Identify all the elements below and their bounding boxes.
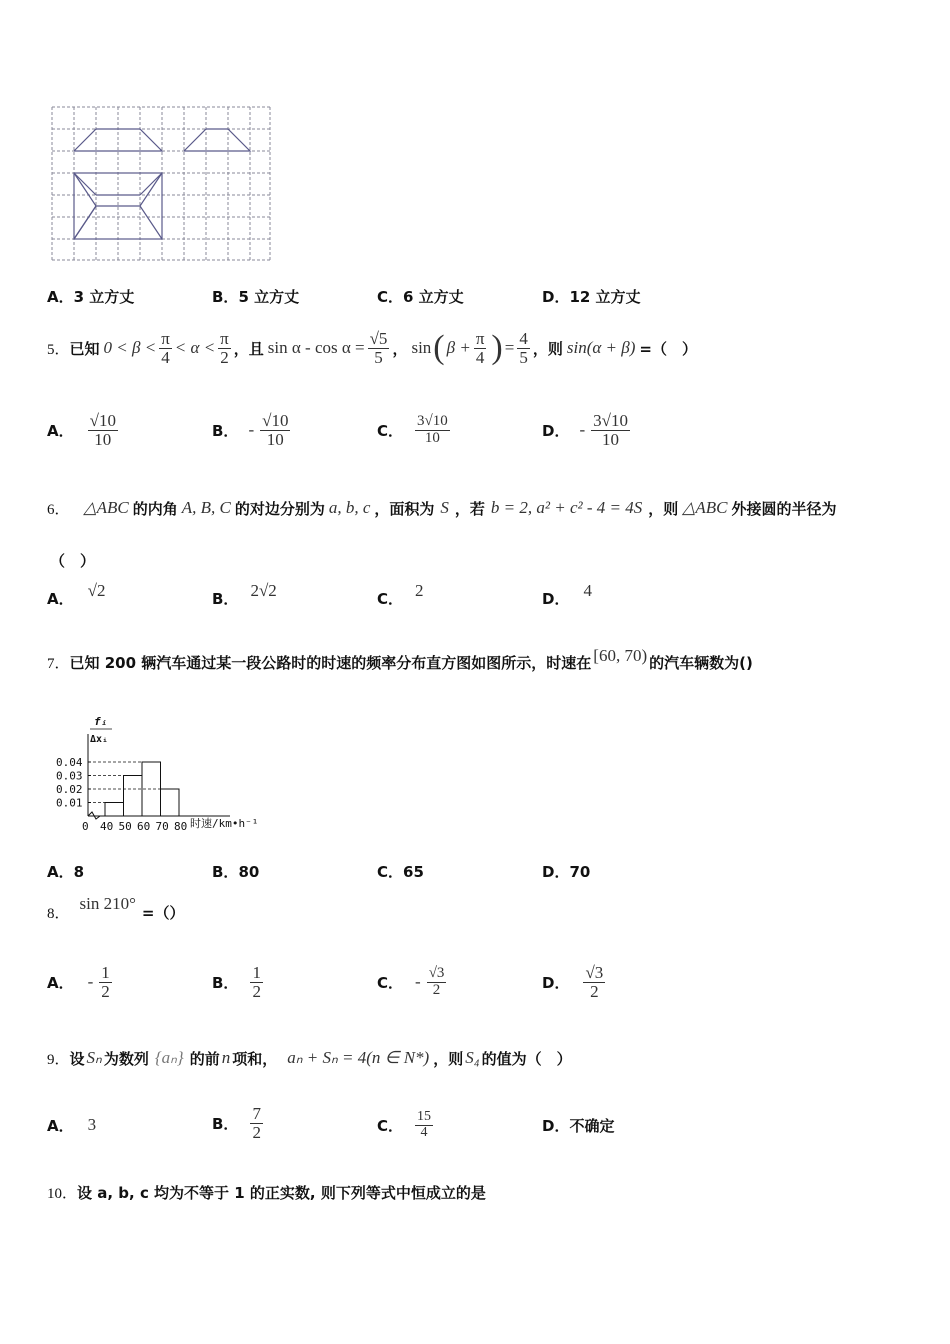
math: [60, 70): [593, 646, 648, 665]
x-tick-label: 60: [137, 820, 151, 833]
math: < α <: [174, 338, 216, 357]
question-number: 8．: [47, 905, 70, 922]
question-text: 的内角: [132, 499, 178, 518]
q6-option-b[interactable]: [212, 580, 277, 609]
fraction: $\frac{√3}{2}$: [585, 962, 604, 1001]
option-letter: C．: [377, 590, 404, 608]
q6-option-a[interactable]: [47, 580, 106, 609]
y-tick-label: 0.01: [56, 796, 83, 810]
q6-option-d[interactable]: [542, 580, 592, 609]
question-8: [47, 894, 185, 927]
question-number: 10．: [47, 1186, 78, 1202]
math: n: [221, 1048, 231, 1067]
math: 0 < β <: [103, 338, 157, 357]
x-tick-label: 70: [155, 820, 169, 833]
option-text: 8: [73, 862, 85, 881]
option-letter: B．: [212, 1114, 239, 1133]
option-letter: C．: [377, 973, 404, 992]
y-tick-label: 0.03: [56, 769, 83, 783]
three-view-figure: [50, 105, 275, 263]
math: S₄: [465, 1048, 480, 1067]
q5-option-c[interactable]: [377, 405, 450, 455]
math: a, b, c: [328, 498, 371, 517]
x-axis-label: 时速/km•h⁻¹: [190, 817, 259, 830]
q5-option-d[interactable]: [542, 405, 630, 455]
option-letter: D．: [542, 973, 570, 992]
question-7: [47, 645, 753, 679]
fraction: $\frac{1}{2}$: [252, 962, 261, 1001]
option-text: 70: [569, 862, 591, 881]
question-text: 外接圆的半径为: [731, 499, 837, 518]
option-letter: C．: [377, 1116, 404, 1135]
fraction: $\frac{4}{5}$: [519, 328, 528, 367]
math: △ABC: [83, 498, 129, 517]
option-letter: A．: [47, 863, 74, 881]
question-5: 5． 已知 0 < β < $\frac{\pi}{4}$ < α < $\frac{\pi}{2}$ ，且 sin α - cos α = $\frac{√5}{5}$ ， sin ( β + $\frac{\pi}{4}$ ) = $\frac{4}{5}$ ，则 sin(α + β) =（ ）: [47, 328, 697, 367]
q8-option-c[interactable]: [377, 957, 446, 1007]
question-text: =（）: [141, 903, 185, 922]
math: A, B, C: [181, 498, 231, 517]
math: Sₙ: [86, 1048, 102, 1067]
sign: -: [248, 420, 255, 439]
question-text: ，面积为: [374, 499, 435, 518]
question-text: 设: [69, 1049, 85, 1068]
option-letter: D．: [542, 1116, 570, 1135]
histogram-bar: [105, 803, 124, 817]
question-text: 为数列: [103, 1049, 149, 1068]
q6-option-c[interactable]: [377, 580, 424, 609]
q4-option-a[interactable]: [47, 286, 134, 307]
option-math: √2: [87, 580, 106, 600]
option-text: 不确定: [569, 1116, 615, 1135]
y-axis-label-top: fᵢ: [94, 715, 108, 728]
question-text: 已知 200 辆汽车通过某一段公路时的时速的频率分布直方图如图所示，时速在: [69, 653, 592, 672]
option-text: 80: [238, 862, 260, 881]
question-text: =（ ）: [639, 339, 697, 358]
math: sin α - cos α =: [267, 338, 365, 357]
math: aₙ + Sₙ = 4(n ∈ N*): [287, 1048, 430, 1067]
y-tick-label: 0.02: [56, 783, 83, 796]
option-text: 12 立方丈: [569, 288, 641, 306]
q8-option-a[interactable]: [47, 957, 112, 1007]
math: S: [440, 498, 449, 517]
fraction: $\frac{3√10}{10}$: [417, 412, 448, 446]
q7-option-a[interactable]: [47, 861, 84, 882]
question-number: 6．: [47, 501, 70, 518]
x-tick-label: 0: [82, 820, 89, 833]
question-text: ，若: [454, 499, 485, 518]
option-letter: A．: [47, 421, 74, 440]
math: sin 210°: [79, 894, 136, 913]
option-letter: A．: [47, 1116, 74, 1135]
x-tick-label: 50: [118, 820, 132, 833]
q4-option-b[interactable]: [212, 286, 299, 307]
option-letter: B．: [212, 421, 239, 440]
option-letter: D．: [542, 288, 570, 306]
option-letter: C．: [377, 863, 404, 881]
question-text: ，: [392, 339, 408, 358]
math: sin(α + β): [566, 338, 636, 357]
q9-option-d[interactable]: [542, 1100, 614, 1150]
x-tick-label: 80: [174, 820, 188, 833]
fraction: $\frac{\pi}{4}$: [161, 328, 170, 367]
question-text: 的前: [189, 1049, 220, 1068]
fraction: $\frac{√10}{10}$: [89, 410, 116, 449]
q4-option-d[interactable]: [542, 286, 641, 307]
y-axis-label-bottom: Δxᵢ: [90, 734, 109, 745]
question-text: 的对边分别为: [234, 499, 325, 518]
question-text: ，则: [648, 499, 679, 518]
fraction: $\frac{\pi}{4}$: [475, 328, 485, 367]
option-letter: D．: [542, 863, 570, 881]
fraction: $\frac{√3}{2}$: [428, 964, 445, 998]
question-text: 的值为（ ）: [481, 1049, 572, 1068]
fraction: $\frac{15}{4}$: [417, 1108, 432, 1140]
option-letter: A．: [47, 590, 74, 608]
option-math: 2: [415, 580, 424, 600]
sign: -: [579, 420, 586, 439]
question-number: 9．: [47, 1051, 70, 1068]
histogram-bar: [161, 789, 180, 816]
option-letter: B．: [212, 863, 239, 881]
math: △ABC: [682, 498, 728, 517]
question-10: [47, 1182, 486, 1203]
question-text: ，则: [433, 1049, 464, 1068]
option-letter: D．: [542, 421, 570, 440]
sign: -: [415, 972, 421, 991]
question-text: 设 a, b, c 均为不等于 1 的正实数, 则下列等式中恒成立的是: [77, 1184, 486, 1202]
question-text: 已知: [69, 339, 100, 358]
math: β +: [446, 338, 471, 357]
question-text: ，且: [233, 339, 264, 358]
option-text: 5 立方丈: [238, 288, 300, 306]
fraction: $\frac{√10}{10}$: [262, 410, 289, 449]
question-text: 项和，: [232, 1049, 278, 1068]
q9-option-c[interactable]: [377, 1100, 433, 1150]
option-letter: D．: [542, 590, 570, 608]
option-letter: B．: [212, 973, 239, 992]
q9-option-b[interactable]: [212, 1098, 263, 1148]
question-text: （ ）: [50, 552, 96, 570]
q8-option-d[interactable]: [542, 957, 605, 1007]
question-number: 5．: [47, 341, 70, 358]
sign: -: [87, 972, 94, 991]
option-letter: C．: [377, 288, 404, 306]
option-letter: A．: [47, 973, 74, 992]
fraction: $\frac{1}{2}$: [101, 962, 110, 1001]
fraction: $\frac{√5}{5}$: [369, 328, 388, 367]
option-text: 3 立方丈: [73, 288, 135, 306]
fraction: $\frac{3√10}{10}$: [593, 410, 628, 449]
math: {aₙ}: [154, 1048, 184, 1067]
y-tick-label: 0.04: [56, 756, 83, 769]
x-tick-label: 40: [100, 820, 114, 833]
question-9: [47, 1042, 572, 1074]
question-number: 7．: [47, 655, 70, 672]
q9-option-a[interactable]: [47, 1100, 96, 1150]
option-math: 4: [583, 580, 592, 600]
histogram-chart: [50, 712, 270, 834]
math: sin: [411, 338, 432, 357]
fraction: $\frac{7}{2}$: [252, 1103, 261, 1142]
q4-option-c[interactable]: [377, 286, 464, 307]
option-text: 6 立方丈: [403, 288, 464, 306]
q5-option-b[interactable]: [212, 405, 290, 455]
option-text: 65: [403, 862, 424, 881]
option-letter: C．: [377, 421, 404, 440]
fraction: $\frac{\pi}{2}$: [220, 328, 229, 367]
question-6: [47, 493, 836, 523]
question-6-paren: [50, 550, 95, 571]
q7-option-d[interactable]: [542, 861, 590, 882]
math: b = 2, a² + c² - 4 = 4S: [490, 498, 643, 517]
option-math: 2√2: [250, 580, 277, 600]
q8-option-b[interactable]: [212, 957, 263, 1007]
option-letter: B．: [212, 288, 239, 306]
option-letter: A．: [47, 288, 74, 306]
histogram-bar: [124, 776, 143, 817]
option-letter: B．: [212, 590, 239, 608]
q7-option-b[interactable]: [212, 861, 259, 882]
question-text: 的汽车辆数为(): [649, 653, 753, 672]
question-text: ，则: [532, 339, 563, 358]
option-math: 3: [87, 1115, 97, 1134]
q7-option-c[interactable]: [377, 861, 424, 882]
q5-option-a[interactable]: [47, 405, 118, 455]
